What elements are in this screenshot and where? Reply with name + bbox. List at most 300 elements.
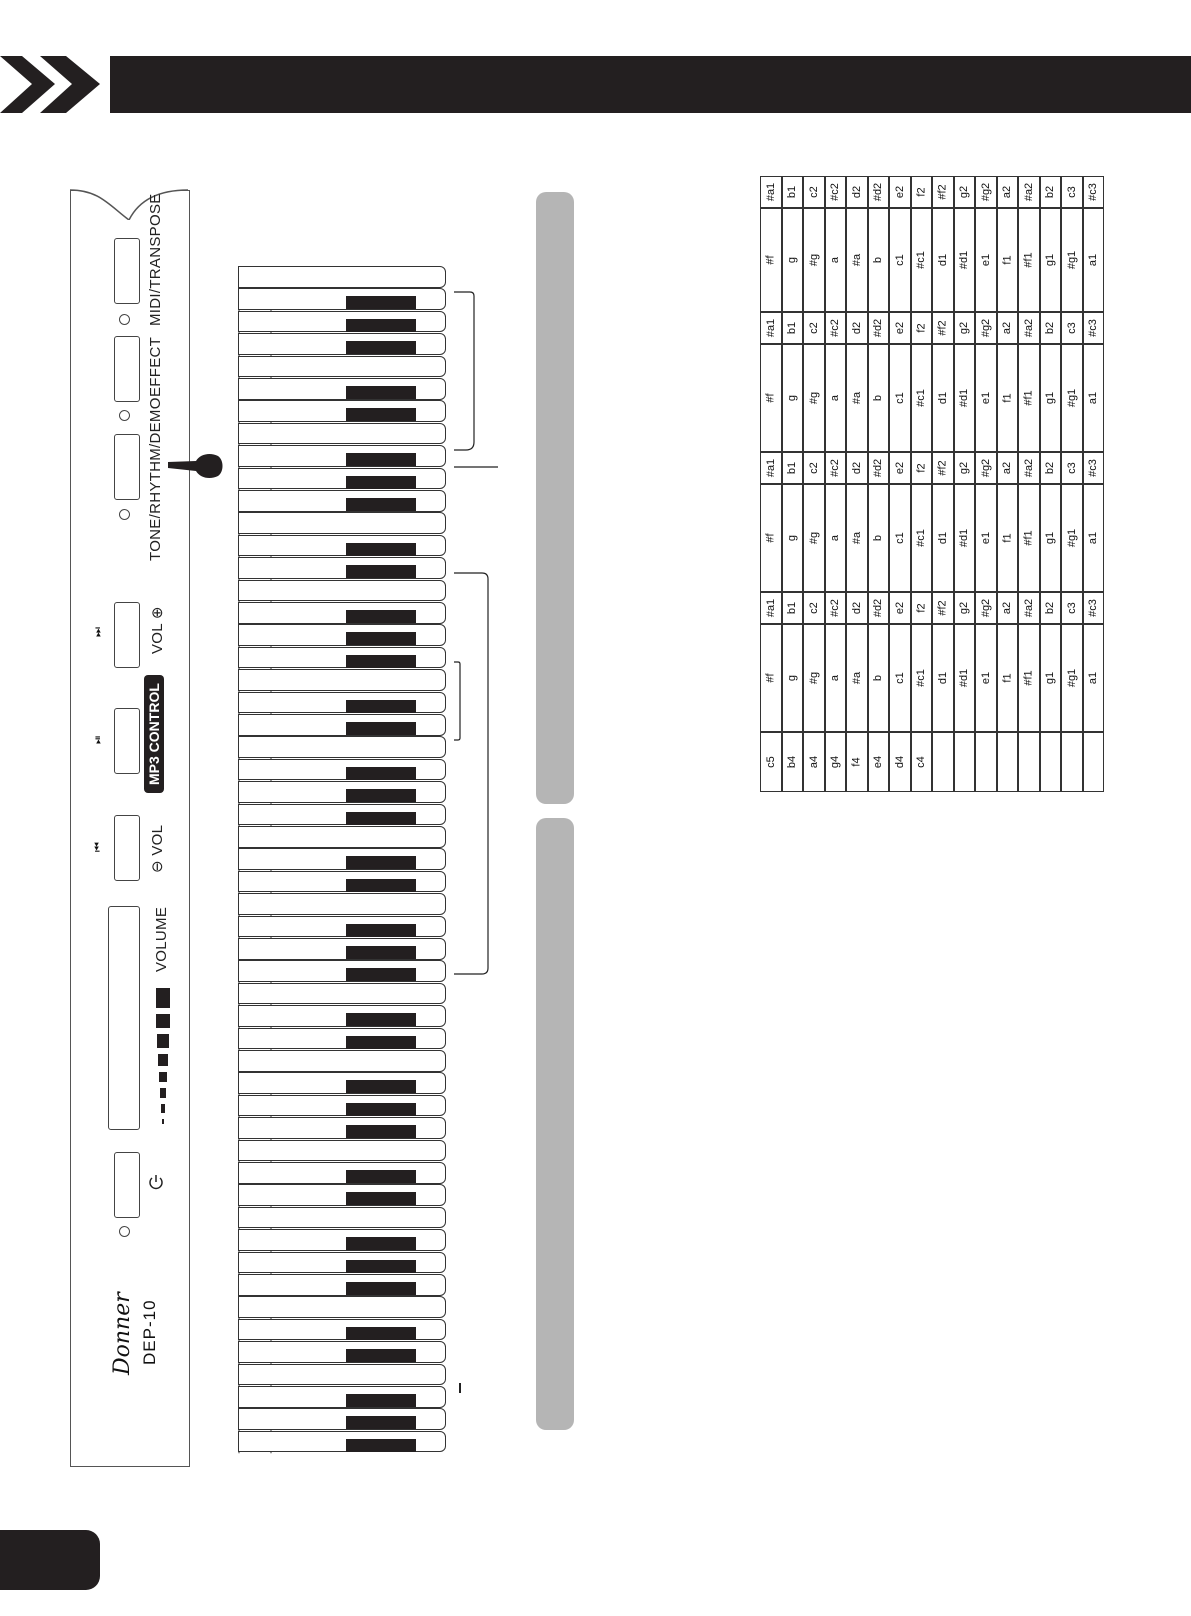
black-key[interactable] [346,1080,416,1093]
note-label: c2 [807,322,820,334]
note-label: b [872,394,885,402]
note-cell [889,484,911,592]
note-cell [782,208,804,312]
note-cell [1040,484,1062,592]
note-cell [1018,176,1040,208]
note-label: a2 [1001,185,1014,199]
black-key[interactable] [346,1125,416,1138]
note-cell [825,344,847,452]
note-label: #f1 [1022,670,1035,686]
note-cell [1083,452,1105,484]
gray-bar-bottom [536,818,574,1430]
note-label: a [829,394,842,402]
note-cell [1018,592,1040,624]
play-pause-icon: ⏯ [92,735,104,744]
note-label: f2 [915,187,928,197]
black-key[interactable] [346,319,416,332]
note-cell [911,484,933,592]
note-label: g2 [958,321,971,335]
note-label: b4 [786,755,799,769]
note-cell [889,592,911,624]
note-label: c2 [807,602,820,614]
white-key[interactable] [238,1296,446,1318]
note-cell [975,452,997,484]
tone-led [119,509,130,520]
note-label: #c2 [829,183,842,201]
note-label: a1 [1087,391,1100,405]
note-cell [911,592,933,624]
note-label: c3 [1065,186,1078,198]
note-cell [975,592,997,624]
note-cell [803,208,825,312]
tone-rhythm-demo-button[interactable] [114,434,140,500]
note-cell [1040,732,1062,792]
note-label: g [786,534,799,542]
note-label: b1 [786,461,799,475]
black-key[interactable] [346,1416,416,1429]
prev-track-icon: ⏮ [92,842,104,852]
note-label: #g1 [1065,528,1078,548]
note-label: #d1 [958,528,971,548]
note-cell [997,732,1019,792]
note-label: g2 [958,185,971,199]
mp3-control-label: MP3 CONTROL [144,675,164,793]
volume-label: VOLUME [153,906,170,972]
note-label: #a1 [764,458,777,478]
note-cell [868,176,890,208]
note-cell [868,592,890,624]
white-key[interactable] [238,736,446,758]
note-label: #a [850,531,863,545]
white-key[interactable] [238,266,446,288]
black-key[interactable] [346,1103,416,1116]
note-label: #a1 [764,318,777,338]
note-cell [911,452,933,484]
vol-plus-label: VOL ⊕ [149,606,166,654]
note-label: #f [764,673,777,683]
brand-logo: Donner [110,1292,135,1375]
note-cell [954,312,976,344]
note-label: f1 [1001,393,1014,403]
black-key[interactable] [346,767,416,780]
note-label: f1 [1001,255,1014,265]
effect-button[interactable] [114,336,140,402]
note-cell [997,208,1019,312]
panel-notch [69,180,189,220]
vol-minus-button[interactable] [114,815,140,881]
note-cell [1083,624,1105,732]
gray-bar-top [536,192,574,804]
note-label: #c1 [915,389,928,407]
note-label: f2 [915,463,928,473]
note-cell [954,624,976,732]
header-bar [0,56,1191,113]
note-label: d1 [936,671,949,685]
note-cell [932,312,954,344]
note-cell [760,624,782,732]
note-label: #d2 [872,182,885,202]
note-label: f2 [915,603,928,613]
note-cell [803,484,825,592]
white-key[interactable] [238,580,446,602]
note-label: c1 [893,532,906,544]
black-key[interactable] [346,789,416,802]
key-brackets [450,280,510,1410]
note-label: #c3 [1087,319,1100,337]
note-cell [1018,484,1040,592]
black-key[interactable] [346,632,416,645]
note-label: #g1 [1065,388,1078,408]
note-cell [889,452,911,484]
note-label: a1 [1087,671,1100,685]
effect-led [119,410,130,421]
note-label: a2 [1001,321,1014,335]
note-label: b2 [1044,461,1057,475]
note-cell [1061,592,1083,624]
white-key[interactable] [238,826,446,848]
note-cell [782,176,804,208]
note-cell [911,732,933,792]
note-label: e2 [893,321,906,335]
note-cell [932,592,954,624]
note-label: f1 [1001,533,1014,543]
note-cell [825,452,847,484]
note-cell [868,344,890,452]
black-key[interactable] [346,700,416,713]
black-key[interactable] [346,1192,416,1205]
note-cell [803,176,825,208]
note-label: #f1 [1022,530,1035,546]
effect-label: EFFECT [147,336,164,397]
volume-bars-icon [156,980,170,1125]
note-label: #c3 [1087,459,1100,477]
note-cell [846,592,868,624]
note-label: #g2 [979,598,992,618]
note-label: #a2 [1022,182,1035,202]
note-cell [1040,344,1062,452]
note-cell [846,312,868,344]
note-label: #g [807,531,820,545]
note-label: #f2 [936,320,949,336]
page-tab [0,1530,100,1590]
vol-minus-label: ⊖ VOL [149,824,166,873]
note-cell [1018,208,1040,312]
white-key[interactable] [238,983,446,1005]
note-label: a2 [1001,461,1014,475]
note-label: #c2 [829,599,842,617]
midi-transpose-button[interactable] [114,238,140,304]
note-cell [911,624,933,732]
note-cell [846,624,868,732]
note-cell [975,208,997,312]
note-label: #g1 [1065,668,1078,688]
black-key[interactable] [346,1036,416,1049]
note-cell [1018,732,1040,792]
note-label: a4 [807,755,820,769]
note-label: d2 [850,601,863,615]
note-label: b [872,534,885,542]
note-cell [868,312,890,344]
black-key[interactable] [346,1394,416,1407]
note-label: a [829,534,842,542]
keyboard [238,266,458,1466]
note-cell [975,732,997,792]
note-cell [1018,312,1040,344]
black-key[interactable] [346,968,416,981]
black-key[interactable] [346,1237,416,1250]
note-cell [868,208,890,312]
note-label: #d2 [872,318,885,338]
note-label: d4 [893,755,906,769]
note-label: #d2 [872,458,885,478]
white-key[interactable] [238,1364,446,1386]
note-label: f1 [1001,673,1014,683]
note-label: #a2 [1022,598,1035,618]
white-key[interactable] [238,669,446,691]
note-cell [760,312,782,344]
note-cell [975,176,997,208]
note-cell [760,592,782,624]
note-label: #f1 [1022,252,1035,268]
note-cell [911,208,933,312]
note-label: d1 [936,531,949,545]
white-key[interactable] [238,1050,446,1072]
black-key[interactable] [346,946,416,959]
note-cell [932,208,954,312]
black-key[interactable] [346,610,416,623]
note-label: d2 [850,185,863,199]
black-key[interactable] [346,1013,416,1026]
note-label: #f1 [1022,390,1035,406]
note-label: b2 [1044,321,1057,335]
note-label: #f2 [936,184,949,200]
pointing-hand-icon [166,446,226,486]
black-key[interactable] [346,408,416,421]
note-cell [932,732,954,792]
white-key[interactable] [238,512,446,534]
note-cell [1083,732,1105,792]
note-label: #f [764,533,777,543]
note-label: g4 [829,755,842,769]
note-cell [1083,344,1105,452]
note-label: g [786,674,799,682]
black-key[interactable] [346,812,416,825]
note-label: e2 [893,601,906,615]
note-label: c4 [915,756,928,768]
note-label: g1 [1044,253,1057,267]
note-cell [1061,484,1083,592]
note-cell [889,208,911,312]
note-cell [868,452,890,484]
black-key[interactable] [346,1260,416,1273]
power-icon [147,1174,165,1192]
note-label: #g [807,391,820,405]
note-label: #d1 [958,668,971,688]
midi-led [119,314,130,325]
note-cell [1040,452,1062,484]
volume-display [108,906,140,1130]
note-label: c3 [1065,322,1078,334]
black-key[interactable] [346,341,416,354]
note-cell [868,732,890,792]
note-cell [846,344,868,452]
note-cell [803,312,825,344]
note-cell [1040,208,1062,312]
black-key[interactable] [346,924,416,937]
note-cell [975,312,997,344]
note-label: d2 [850,321,863,335]
note-label: c1 [893,254,906,266]
note-cell [825,732,847,792]
note-label: #a1 [764,182,777,202]
note-cell [803,732,825,792]
note-cell [975,344,997,452]
note-label: b [872,256,885,264]
note-cell [803,624,825,732]
note-cell [782,344,804,452]
note-cell [868,624,890,732]
note-cell [760,484,782,592]
note-cell [1061,344,1083,452]
chevron-icon [0,56,110,113]
midi-transpose-label: MIDI/TRANSPOSE [147,193,164,326]
black-key[interactable] [346,386,416,399]
note-label: #a [850,253,863,267]
note-cell [825,592,847,624]
note-label: #c3 [1087,599,1100,617]
note-label: #f [764,393,777,403]
note-cell [911,344,933,452]
note-label: #c2 [829,459,842,477]
black-key[interactable] [346,722,416,735]
white-key[interactable] [238,356,446,378]
note-label: e2 [893,185,906,199]
note-label: g1 [1044,391,1057,405]
note-label: c1 [893,392,906,404]
note-label: #f2 [936,600,949,616]
note-cell [803,592,825,624]
vol-plus-button[interactable] [114,602,140,668]
note-cell [825,484,847,592]
note-cell [1018,344,1040,452]
note-cell [889,624,911,732]
black-key[interactable] [346,543,416,556]
black-key[interactable] [346,655,416,668]
note-label: a2 [1001,601,1014,615]
note-cell [1061,208,1083,312]
note-label: g1 [1044,671,1057,685]
note-cell [1083,176,1105,208]
white-key[interactable] [238,1140,446,1162]
note-cell [825,208,847,312]
white-key[interactable] [238,1207,446,1229]
note-label: #d1 [958,250,971,270]
black-key[interactable] [346,1349,416,1362]
note-cell [954,208,976,312]
note-label: e4 [872,755,885,769]
note-cell [954,176,976,208]
note-label: c3 [1065,602,1078,614]
note-label: #a2 [1022,458,1035,478]
note-cell [760,452,782,484]
note-label: #a2 [1022,318,1035,338]
black-key[interactable] [346,296,416,309]
black-key[interactable] [346,1327,416,1340]
note-cell [1040,176,1062,208]
note-cell [1061,312,1083,344]
note-label: #f2 [936,460,949,476]
white-key[interactable] [238,893,446,915]
note-label: d2 [850,461,863,475]
note-cell [1018,624,1040,732]
note-label: e2 [893,461,906,475]
note-cell [803,344,825,452]
note-cell [932,484,954,592]
note-cell [825,624,847,732]
note-cell [1083,592,1105,624]
note-cell [846,176,868,208]
note-label: e1 [979,253,992,267]
black-key[interactable] [346,1439,416,1452]
black-key[interactable] [346,1282,416,1295]
note-cell [911,176,933,208]
note-cell [782,624,804,732]
note-cell [760,208,782,312]
note-cell [911,312,933,344]
note-label: #c3 [1087,183,1100,201]
next-track-icon: ⏭ [92,627,104,637]
note-cell [954,452,976,484]
note-label: c3 [1065,462,1078,474]
black-key[interactable] [346,1170,416,1183]
black-key[interactable] [346,453,416,466]
note-cell [975,484,997,592]
white-key[interactable] [238,423,446,445]
note-cell [868,484,890,592]
power-button[interactable] [114,1152,140,1218]
black-key[interactable] [346,856,416,869]
note-label: c1 [893,672,906,684]
note-cell [997,176,1019,208]
play-pause-button[interactable] [114,708,140,774]
black-key[interactable] [346,476,416,489]
note-cell [1018,452,1040,484]
black-key[interactable] [346,498,416,511]
note-cell [846,732,868,792]
note-label: e1 [979,391,992,405]
note-label: c2 [807,462,820,474]
note-cell [997,592,1019,624]
note-label: c5 [764,756,777,768]
note-cell [954,484,976,592]
note-label: b2 [1044,185,1057,199]
note-label: #f [764,255,777,265]
note-cell [932,344,954,452]
note-cell [782,484,804,592]
note-cell [1040,592,1062,624]
black-key[interactable] [346,565,416,578]
note-cell [889,312,911,344]
note-label: #c1 [915,669,928,687]
note-cell [825,312,847,344]
note-cell [1061,176,1083,208]
note-cell [932,176,954,208]
black-key[interactable] [346,879,416,892]
note-label: a [829,674,842,682]
note-cell [889,344,911,452]
note-cell [975,624,997,732]
note-label: c2 [807,186,820,198]
